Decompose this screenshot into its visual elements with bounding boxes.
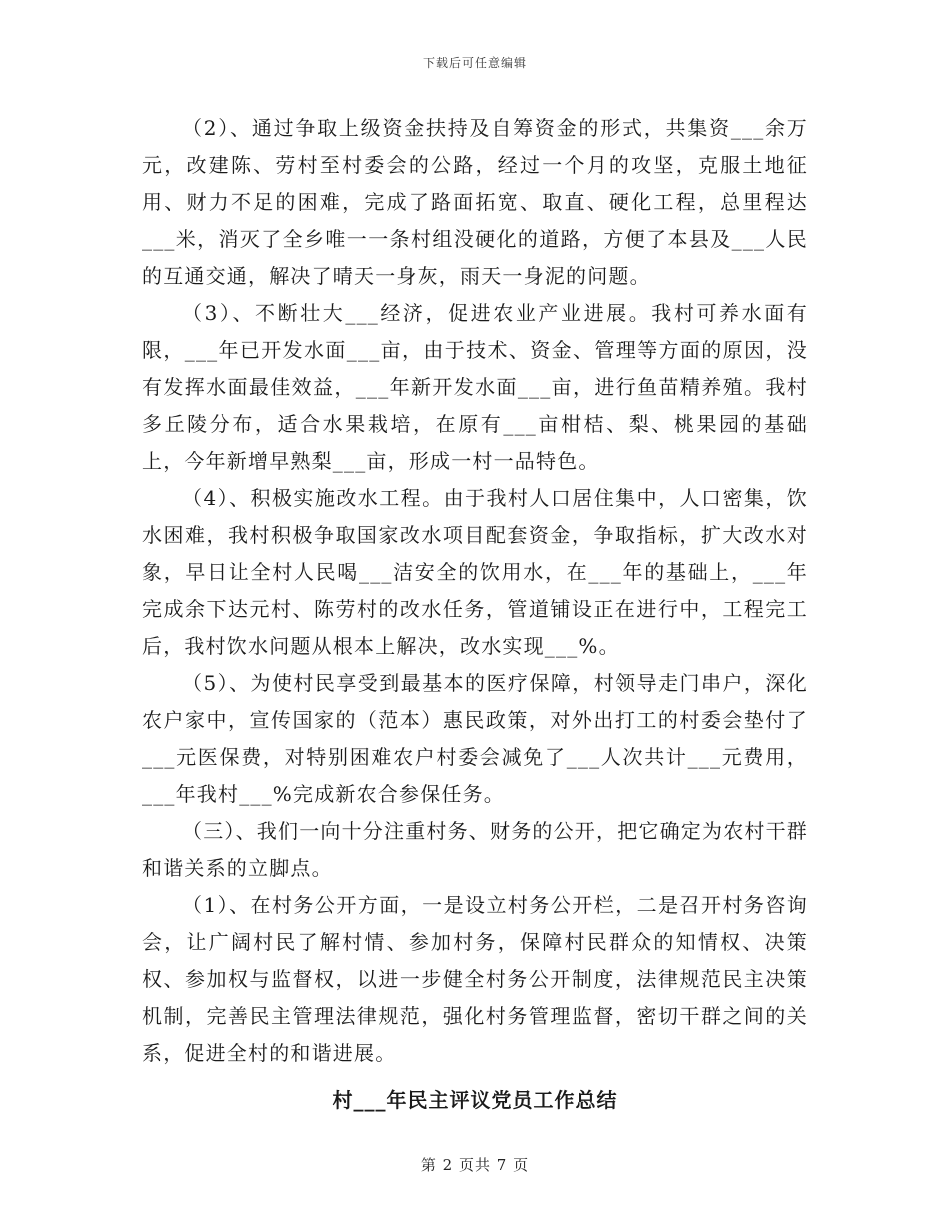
paragraph-road-construction: （2）、通过争取上级资金扶持及自筹资金的形式，共集资___余万元，改建陈、劳村至村委会的公路，经过一个月的攻坚，克服土地征用、财力不足的困难，完成了路面拓宽、取直、硬化工程，总里程达___米，消灭了全乡唯一一条村组没硬化的道路，方便了本县及___人民的互通交通，解决了晴天一身灰，雨天一身泥的问题。 xyxy=(142,116,808,288)
page-number: 第 2 页共 7 页 xyxy=(420,1156,530,1174)
paragraph-water-project: （4）、积极实施改水工程。由于我村人口居住集中，人口密集，饮水困难，我村积极争取国家改水项目配套资金，争取指标，扩大改水对象，早日让全村人民喝___洁安全的饮用水，在___年的基础上，___年完成余下达元村、陈劳村的改水任务，管道铺设正在进行中，工程完工后，我村饮水问题从根本上解决，改水实现___%。 xyxy=(142,486,808,658)
paragraph-agriculture: （3）、不断壮大___经济，促进农业产业进展。我村可养水面有限，___年已开发水面___亩，由于技术、资金、管理等方面的原因，没有发挥水面最佳效益，___年新开发水面___亩，进行鱼苗精养殖。我村多丘陵分布，适合水果栽培，在原有___亩柑桔、梨、桃果园的基础上，今年新增早熟梨___亩，形成一村一品特色。 xyxy=(142,301,808,473)
section-title: 村___年民主评议党员工作总结 xyxy=(332,1088,618,1112)
paragraph-medical-insurance: （5）、为使村民享受到最基本的医疗保障，村领导走门串户，深化农户家中，宣传国家的（范本）惠民政策，对外出打工的村委会垫付了___元医保费，对特别困难农户村委会减免了___人次共计___元费用，___年我村___%完成新农合参保任务。 xyxy=(142,671,808,806)
paragraph-village-affairs: （1）、在村务公开方面，一是设立村务公开栏，二是召开村务咨询会，让广阔村民了解村情、参加村务，保障村民群众的知情权、决策权、参加权与监督权，以进一步健全村务公开制度，法律规范民主决策机制，完善民主管理法律规范，强化村务管理监督，密切干群之间的关系，促进全村的和谐进展。 xyxy=(142,893,808,1065)
page-header: 下载后可任意编辑 xyxy=(422,56,527,70)
paragraph-transparency-heading: （三）、我们一向十分注重村务、财务的公开，把它确定为农村干群和谐关系的立脚点。 xyxy=(142,819,808,880)
document-body xyxy=(142,110,808,1119)
